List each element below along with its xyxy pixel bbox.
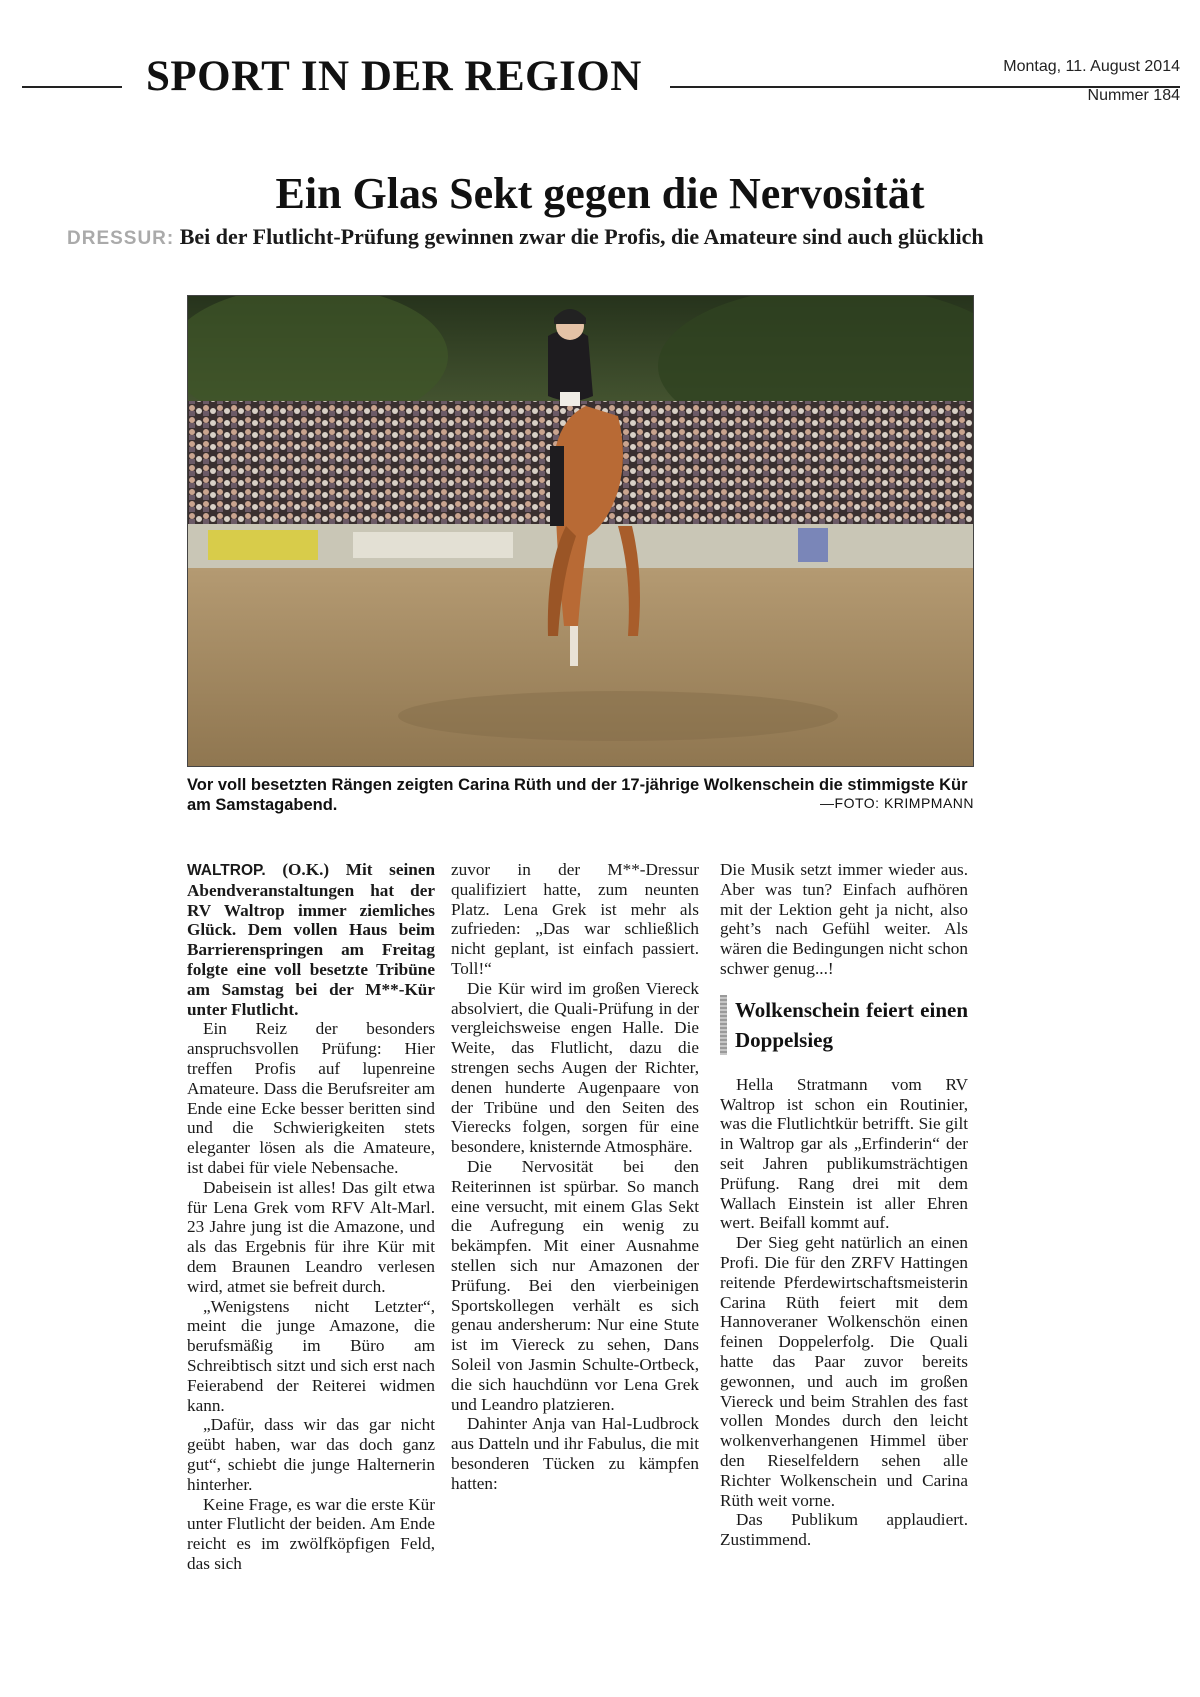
body-paragraph: Die Kür wird im großen Viereck absolviert, die Quali-Prüfung in der vergleichsweise engen Halle. Die Weite, das Flutlicht, dazu die strengen sechs Augen der Richter, denen hunderte Augenpaare von der Tribüne und den Seiten des Vierecks folgen, sorgen für eine besondere, knisternde Atmosphäre.	[451, 978, 699, 1157]
body-paragraph: Der Sieg geht natürlich an einen Profi. Die für den ZRFV Hattingen reitende Pferdewirtschaftsmeisterin Carina Rüth feiert mit dem Hannoveraner Wolkenschön einen feinen Doppelerfolg. Die Quali hatte das Paar zuvor bereits gewonnen, und auch im großen Viereck und beim Strahlen des fast vollen Mondes durch den leicht wolkenverhangenen Himmel über den Rieselfeldern sehen alle Richter Wolkenschein und Carina Rüth weit vorne.	[720, 1233, 968, 1510]
body-paragraph: Die Nervosität bei den Reiterinnen ist spürbar. So manch eine versucht, mit einem Glas Sekt die Aufregung ein wenig zu bekämpfen. Mit einer Ausnahme stellen sich nur Amazonen der Prüfung. Bei den vierbeinigen Sportskollegen verhält es sich genau andersherum: Nur eine Stute ist im Viereck zu sehen, Dans Soleil von Jasmin Schulte-Ortbeck, die sich hauchdünn vor Lena Grek und Leandro platzieren.	[451, 1156, 699, 1414]
body-paragraph: „Wenigstens nicht Letzter“, meint die junge Amazone, die berufsmäßig im Büro am Schreibtisch sitzt und sich erst nach Feierabend der Reiterei widmen kann.	[187, 1296, 435, 1415]
article-headline: Ein Glas Sekt gegen die Nervosität	[275, 169, 925, 218]
issue-number: Nummer 184	[1087, 87, 1180, 104]
subhead-marker	[720, 995, 727, 1055]
subheadline-text: Bei der Flutlicht-Prüfung gewinnen zwar die Profis, die Amateure sind auch glücklich	[179, 224, 984, 249]
body-paragraph: „Dafür, dass wir das gar nicht geübt haben, war das doch ganz gut“, schiebt die junge Halternerin hinterher.	[187, 1415, 435, 1494]
body-paragraph: Das Publikum applaudiert. Zustimmend.	[720, 1510, 968, 1550]
dressage-photo	[187, 295, 974, 767]
photo-credit: —FOTO: KRIMPMANN	[820, 795, 974, 811]
body-paragraph: Hella Stratmann vom RV Waltrop ist schon ein Routinier, was die Flutlichtkür betrifft. Sie gilt in Waltrop gar als „Erfinderin“ der seit Jahren publikumsträchtigen Prüfung. Rang drei mit dem Wallach Einstein ist aller Ehren wert. Beifall kommt auf.	[720, 1074, 968, 1233]
article-subheadline	[67, 224, 984, 250]
article-kicker: DRESSUR:	[67, 228, 175, 249]
masthead-rule-left	[22, 86, 122, 88]
body-paragraph: Dahinter Anja van Hal-Ludbrock aus Datteln und ihr Fabulus, die mit besonderen Tücken zu kämpfen hatten:	[451, 1414, 699, 1493]
article-subhead	[720, 995, 968, 1055]
lead-text: (O.K.) Mit seinen Abendveranstaltungen hat der RV Waltrop immer ziemliches Glück. Dem vollen Haus beim Barrierenspringen am Freitag folgte eine voll besetzte Tribüne am Samstag bei der M**-Kür unter Flutlicht.	[187, 860, 436, 1019]
subhead-text: Wolkenschein feiert einen Doppelsieg	[734, 997, 968, 1052]
section-title: SPORT IN DER REGION	[146, 53, 642, 100]
issue-date: Montag, 11. August 2014	[1003, 58, 1180, 75]
article-column-3	[720, 860, 968, 1550]
body-paragraph: Dabeisein ist alles! Das gilt etwa für Lena Grek vom RFV Alt-Marl. 23 Jahre jung ist die Amazone, und als das Ergebnis für ihre Kür mit dem Braunen Leandro verlesen wird, atmet sie befreit durch.	[187, 1177, 435, 1296]
body-paragraph: Keine Frage, es war die erste Kür unter Flutlicht der beiden. Am Ende reicht es im zwölfköpfigen Feld, das sich	[187, 1494, 435, 1573]
dateline: WALTROP.	[187, 862, 266, 879]
article-column-1	[187, 860, 435, 1574]
lead-paragraph	[187, 860, 435, 1019]
body-paragraph: zuvor in der M**-Dressur qualifiziert hatte, zum neunten Platz. Lena Grek ist mehr als zufrieden: „Das war schließlich nicht geplant, ist einfach passiert. Toll!“	[451, 860, 699, 978]
body-paragraph: Ein Reiz der besonders anspruchsvollen Prüfung: Hier treffen Profis auf lupenreine Amateure. Dass die Berufsreiter am Ende eine Ecke besser beritten sind und die Schwierigkeiten stets eleganter lösen als die Amateure, ist dabei für viele Nebensache.	[187, 1019, 435, 1177]
article-column-2	[451, 860, 699, 1494]
photo-caption: Vor voll besetzten Rängen zeigten Carina Rüth und der 17-jährige Wolkenschein die stimmigste Kür am Samstagabend.	[187, 776, 968, 814]
body-paragraph: Die Musik setzt immer wieder aus. Aber was tun? Einfach aufhören mit der Lektion geht ja nicht, also geht’s nach Gefühl weiter. Als wären die Bedingungen nicht schon schwer genug...!	[720, 860, 968, 978]
